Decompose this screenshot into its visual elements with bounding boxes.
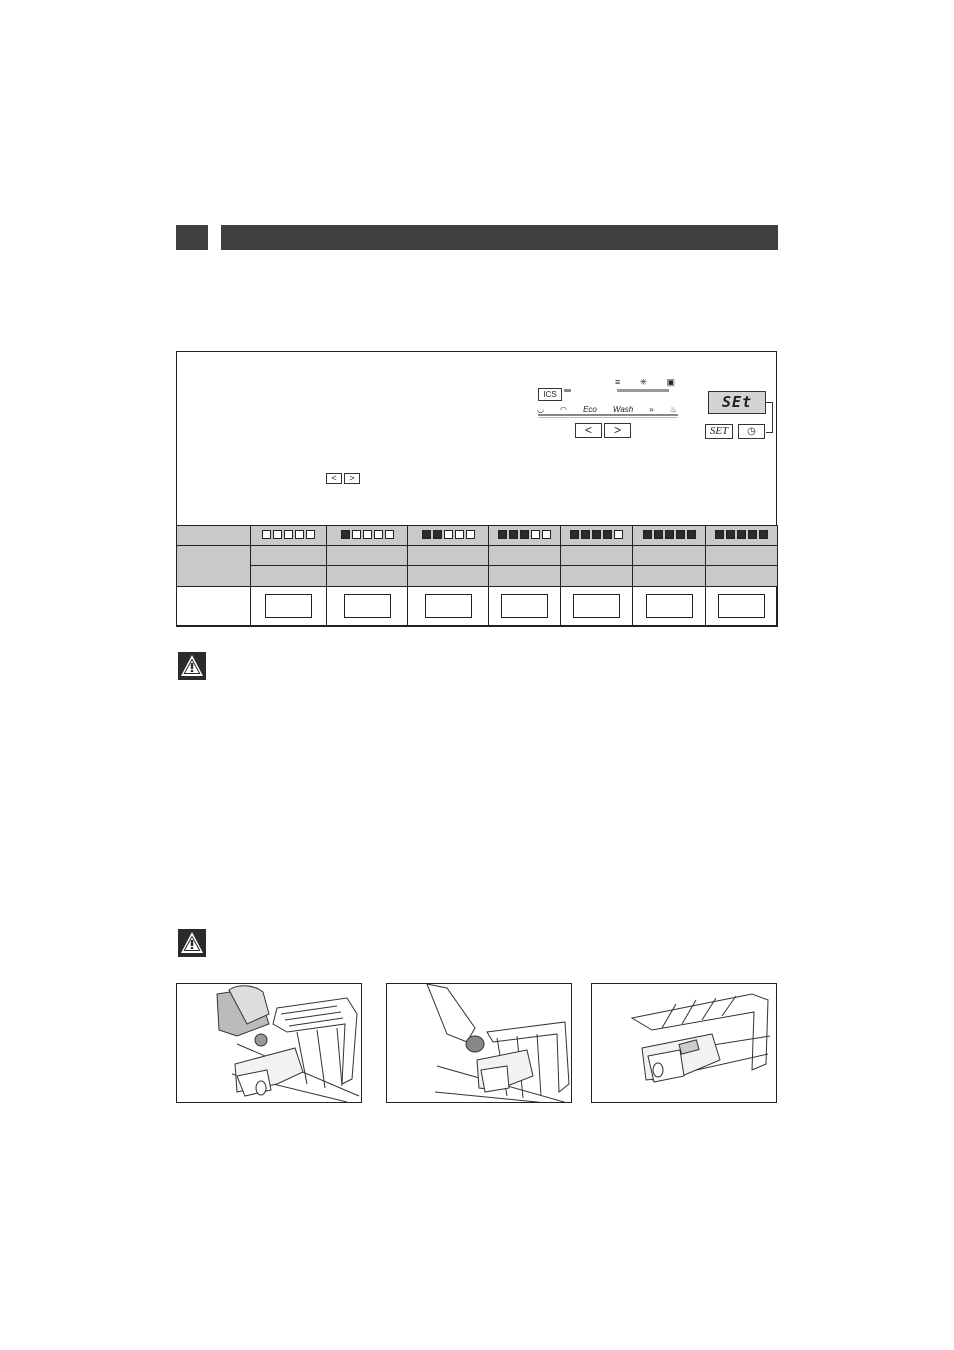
table-cell xyxy=(633,586,706,626)
display-bracket xyxy=(766,402,773,433)
warning-icon xyxy=(178,929,206,957)
section-title-bar xyxy=(221,225,778,250)
table-cell xyxy=(251,546,327,566)
table-cell xyxy=(489,546,561,566)
table-cell xyxy=(706,586,778,626)
indicator-square-on xyxy=(603,530,612,539)
indicator-square-on xyxy=(759,530,768,539)
intensive-icon: ◡ xyxy=(537,404,544,414)
indicator-square-off xyxy=(466,530,475,539)
indicator-square-off xyxy=(374,530,383,539)
table-row-label xyxy=(177,586,251,626)
indicator-square-off xyxy=(531,530,540,539)
hardness-level-6 xyxy=(633,526,706,546)
hardness-level-4 xyxy=(489,526,561,546)
indicator-square-off xyxy=(444,530,453,539)
indicator-square-on xyxy=(726,530,735,539)
salt-icon: ▣ xyxy=(666,376,675,387)
illustration-insert-tablet xyxy=(386,983,572,1103)
arrow-left-icon: < xyxy=(326,473,342,484)
table-cell xyxy=(706,546,778,566)
indicator-square-on xyxy=(520,530,529,539)
table-cell xyxy=(706,566,778,586)
table-cell xyxy=(327,586,408,626)
hardness-table xyxy=(176,525,778,627)
hardness-level-7 xyxy=(706,526,778,546)
table-cell xyxy=(408,586,489,626)
arrow-left-icon: < xyxy=(575,423,602,438)
hardness-level-2 xyxy=(327,526,408,546)
wash-icon: Wash xyxy=(612,404,634,414)
indicator-square-on xyxy=(654,530,663,539)
program-line-secondary xyxy=(538,417,678,418)
set-button: SET xyxy=(705,424,733,439)
ics-button: ICS xyxy=(538,388,562,401)
illustration-pour-rinse-aid xyxy=(176,983,362,1103)
option-indicator-line xyxy=(617,389,669,392)
illustration-dispenser-filled xyxy=(591,983,777,1103)
program-arrow-buttons xyxy=(575,423,631,438)
setting-box xyxy=(573,594,620,618)
indicator-square-on xyxy=(341,530,350,539)
hardness-level-5 xyxy=(561,526,633,546)
indicator-square-off xyxy=(273,530,282,539)
indicator-square-on xyxy=(715,530,724,539)
rinse-aid-icon: ✳ xyxy=(639,376,648,387)
table-cell xyxy=(327,546,408,566)
table-cell xyxy=(408,566,489,586)
setting-box xyxy=(265,594,312,618)
eco-icon: Eco xyxy=(583,404,597,414)
table-cell xyxy=(251,566,327,586)
indicator-square-on xyxy=(665,530,674,539)
setting-box xyxy=(425,594,472,618)
table-cell xyxy=(633,546,706,566)
indicator-square-off xyxy=(455,530,464,539)
indicator-square-on xyxy=(737,530,746,539)
indicator-square-on xyxy=(509,530,518,539)
table-cell xyxy=(489,586,561,626)
indicator-square-off xyxy=(614,530,623,539)
indicator-square-on xyxy=(433,530,442,539)
indicator-square-off xyxy=(385,530,394,539)
indicator-square-on xyxy=(570,530,579,539)
drying-icon: ≡ xyxy=(615,377,621,387)
table-cell xyxy=(561,566,633,586)
indicator-square-on xyxy=(748,530,757,539)
quick-icon: » xyxy=(649,404,654,414)
inline-arrow-buttons xyxy=(326,473,360,484)
indicator-square-off xyxy=(306,530,315,539)
indicator-square-off xyxy=(262,530,271,539)
option-icons xyxy=(615,376,675,388)
indicator-square-off xyxy=(363,530,372,539)
auto-icon: ◠ xyxy=(560,404,568,414)
table-cell xyxy=(561,546,633,566)
indicator-square-off xyxy=(352,530,361,539)
hardness-level-1 xyxy=(251,526,327,546)
setting-box xyxy=(344,594,391,618)
setting-box xyxy=(501,594,548,618)
table-row-label xyxy=(177,546,251,586)
indicator-square-off xyxy=(284,530,293,539)
table-cell xyxy=(489,566,561,586)
indicator-square-on xyxy=(581,530,590,539)
table-header-label xyxy=(177,526,251,546)
warning-icon xyxy=(178,652,206,680)
indicator-square-off xyxy=(295,530,304,539)
hardness-level-3 xyxy=(408,526,489,546)
prewash-icon: ♨ xyxy=(669,404,677,414)
arrow-right-icon: > xyxy=(604,423,631,438)
arrow-right-icon: > xyxy=(344,473,360,484)
table-cell xyxy=(408,546,489,566)
section-number-block xyxy=(176,225,208,250)
table-cell xyxy=(251,586,327,626)
indicator-square-off xyxy=(542,530,551,539)
table-cell xyxy=(633,566,706,586)
clock-icon: ◷ xyxy=(738,424,765,439)
indicator-square-on xyxy=(498,530,507,539)
indicator-square-on xyxy=(687,530,696,539)
indicator-square-on xyxy=(676,530,685,539)
lcd-display: SEt xyxy=(708,391,766,414)
indicator-square-on xyxy=(643,530,652,539)
setting-box xyxy=(718,594,765,618)
program-line xyxy=(538,414,678,416)
table-cell xyxy=(561,586,633,626)
setting-box xyxy=(646,594,693,618)
indicator-square-on xyxy=(592,530,601,539)
indicator-square-on xyxy=(422,530,431,539)
ics-indicator xyxy=(564,389,571,392)
table-cell xyxy=(327,566,408,586)
